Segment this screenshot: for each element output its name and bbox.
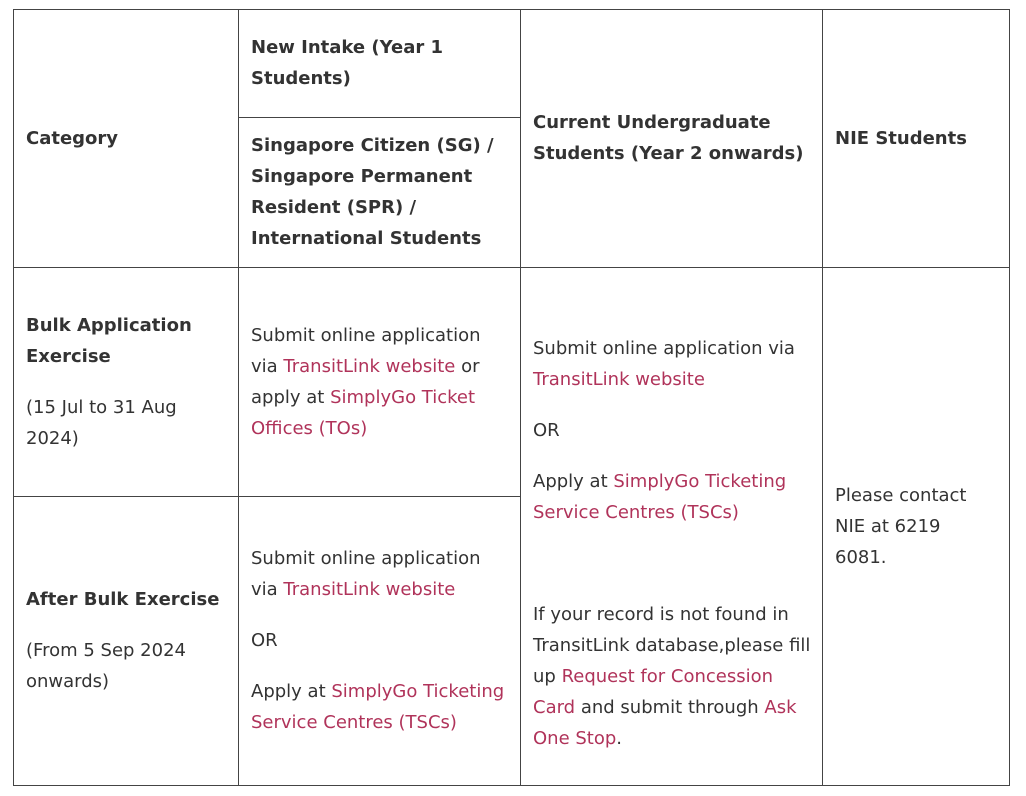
simplygo-ticket-offices-link[interactable]: SimplyGo Ticket Offices (TOs) xyxy=(251,386,476,439)
transitlink-website-link[interactable]: TransitLink website xyxy=(533,369,705,390)
after-dates: (From 5 Sep 2024 onwards) xyxy=(26,640,186,692)
header-category-cell xyxy=(13,9,238,267)
text-segment: Submit online application via xyxy=(533,338,795,359)
current-submit-text xyxy=(533,333,809,395)
header-nie-cell xyxy=(822,9,1009,267)
header-current-undergrad-cell xyxy=(520,9,822,267)
simplygo-ticketing-service-centres-link[interactable]: SimplyGo Ticketing Service Centres (TSCs) xyxy=(251,681,505,733)
text-segment: Submit online application via xyxy=(251,548,481,600)
text-segment: Apply at xyxy=(251,681,332,702)
table-border-right xyxy=(1009,9,1010,786)
after-new-intake-cell xyxy=(238,496,520,785)
after-category-cell xyxy=(13,496,238,785)
header-nie: NIE Students xyxy=(835,127,967,149)
after-submit-text xyxy=(251,543,507,605)
after-title: After Bulk Exercise xyxy=(26,589,220,610)
simplygo-ticketing-service-centres-link[interactable]: SimplyGo Ticketing Service Centres (TSCs) xyxy=(533,471,787,523)
text-segment: or apply at xyxy=(251,355,480,408)
text-segment: Submit online application via xyxy=(251,324,481,377)
nie-contact-text: Please contact NIE at 6219 6081. xyxy=(835,484,967,568)
bulk-new-intake-cell xyxy=(238,267,520,496)
current-apply-text xyxy=(533,466,809,528)
header-category: Category xyxy=(26,127,119,149)
request-for-concession-card-link[interactable]: Request for Concession Card xyxy=(533,666,774,718)
bulk-dates: (15 Jul to 31 Aug 2024) xyxy=(26,396,177,449)
bulk-new-intake-text xyxy=(251,320,507,444)
ask-one-stop-link[interactable]: Ask One Stop xyxy=(533,697,797,749)
or-text: OR xyxy=(533,420,560,441)
transitlink-website-link[interactable]: TransitLink website xyxy=(283,579,456,600)
table-border-bottom xyxy=(13,785,1010,786)
text-segment: Apply at xyxy=(533,471,614,492)
nie-cell xyxy=(822,267,1009,785)
text-segment: . xyxy=(616,728,623,749)
text-segment: and submit through xyxy=(575,697,765,718)
bulk-title: Bulk Application Exercise xyxy=(26,314,192,367)
transitlink-website-link[interactable]: TransitLink website xyxy=(283,355,456,377)
current-undergrad-cell xyxy=(520,267,822,785)
or-text: OR xyxy=(251,630,278,651)
header-new-intake-cell xyxy=(238,9,520,117)
bulk-category-cell xyxy=(13,267,238,496)
header-new-intake: New Intake (Year 1 Students) xyxy=(251,37,444,89)
text-segment: If your record is not found in TransitLink database,please fill up xyxy=(533,604,811,687)
header-current-undergrad: Current Undergraduate Students (Year 2 onwards) xyxy=(533,112,804,164)
header-nationality: Singapore Citizen (SG) / Singapore Permanent Resident (SPR) / International Students xyxy=(251,135,494,249)
current-record-text xyxy=(533,599,814,754)
header-nationality-cell xyxy=(238,117,520,267)
after-apply-text xyxy=(251,676,507,738)
